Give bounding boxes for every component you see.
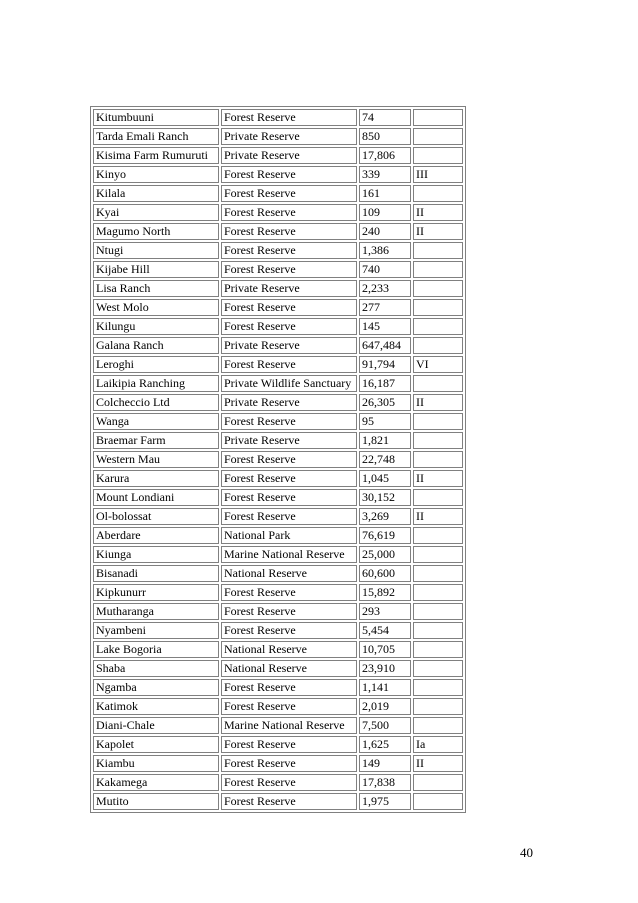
size-cell: 5,454: [359, 622, 411, 639]
area-name-cell: Tarda Emali Ranch: [93, 128, 219, 145]
area-name-cell: Kitumbuuni: [93, 109, 219, 126]
area-name-cell: Magumo North: [93, 223, 219, 240]
designation-cell: Private Wildlife Sanctuary: [221, 375, 357, 392]
size-cell: 7,500: [359, 717, 411, 734]
size-cell: 26,305: [359, 394, 411, 411]
size-cell: 2,233: [359, 280, 411, 297]
category-cell: [413, 622, 463, 639]
designation-cell: Forest Reserve: [221, 261, 357, 278]
category-cell: II: [413, 204, 463, 221]
size-cell: 22,748: [359, 451, 411, 468]
category-cell: [413, 527, 463, 544]
category-cell: [413, 698, 463, 715]
table-row: [93, 337, 463, 354]
area-name-cell: Katimok: [93, 698, 219, 715]
size-cell: 1,045: [359, 470, 411, 487]
designation-cell: Private Reserve: [221, 128, 357, 145]
area-name-cell: Aberdare: [93, 527, 219, 544]
area-name-cell: Laikipia Ranching: [93, 375, 219, 392]
area-name-cell: Wanga: [93, 413, 219, 430]
area-name-cell: Mount Londiani: [93, 489, 219, 506]
table-row: [93, 261, 463, 278]
category-cell: II: [413, 470, 463, 487]
category-cell: [413, 185, 463, 202]
area-name-cell: Kijabe Hill: [93, 261, 219, 278]
table-row: [93, 280, 463, 297]
table-row: [93, 527, 463, 544]
table-row: [93, 299, 463, 316]
table-row: [93, 584, 463, 601]
designation-cell: Forest Reserve: [221, 793, 357, 810]
table-row: [93, 242, 463, 259]
table-row: [93, 698, 463, 715]
designation-cell: Forest Reserve: [221, 413, 357, 430]
table-row: [93, 204, 463, 221]
size-cell: 3,269: [359, 508, 411, 525]
category-cell: [413, 679, 463, 696]
area-name-cell: Kinyo: [93, 166, 219, 183]
designation-cell: Private Reserve: [221, 147, 357, 164]
designation-cell: Forest Reserve: [221, 489, 357, 506]
designation-cell: Marine National Reserve: [221, 546, 357, 563]
size-cell: 109: [359, 204, 411, 221]
size-cell: 95: [359, 413, 411, 430]
table-row: [93, 451, 463, 468]
designation-cell: Forest Reserve: [221, 242, 357, 259]
designation-cell: Forest Reserve: [221, 223, 357, 240]
designation-cell: Forest Reserve: [221, 451, 357, 468]
designation-cell: National Park: [221, 527, 357, 544]
category-cell: [413, 489, 463, 506]
category-cell: [413, 432, 463, 449]
area-name-cell: Lisa Ranch: [93, 280, 219, 297]
area-name-cell: West Molo: [93, 299, 219, 316]
category-cell: [413, 793, 463, 810]
area-name-cell: Mutharanga: [93, 603, 219, 620]
table-row: [93, 166, 463, 183]
category-cell: [413, 128, 463, 145]
designation-cell: Forest Reserve: [221, 736, 357, 753]
area-name-cell: Ntugi: [93, 242, 219, 259]
area-name-cell: Colcheccio Ltd: [93, 394, 219, 411]
size-cell: 10,705: [359, 641, 411, 658]
table-row: [93, 774, 463, 791]
size-cell: 277: [359, 299, 411, 316]
area-name-cell: Galana Ranch: [93, 337, 219, 354]
designation-cell: Forest Reserve: [221, 603, 357, 620]
area-name-cell: Shaba: [93, 660, 219, 677]
area-name-cell: Ngamba: [93, 679, 219, 696]
size-cell: 293: [359, 603, 411, 620]
area-name-cell: Kipkunurr: [93, 584, 219, 601]
category-cell: [413, 584, 463, 601]
designation-cell: Private Reserve: [221, 394, 357, 411]
designation-cell: Forest Reserve: [221, 204, 357, 221]
table-row: [93, 660, 463, 677]
size-cell: 850: [359, 128, 411, 145]
designation-cell: Forest Reserve: [221, 470, 357, 487]
table-row: [93, 508, 463, 525]
category-cell: [413, 147, 463, 164]
page-number: 40: [520, 845, 533, 860]
designation-cell: Private Reserve: [221, 432, 357, 449]
category-cell: [413, 660, 463, 677]
size-cell: 17,838: [359, 774, 411, 791]
area-name-cell: Mutito: [93, 793, 219, 810]
size-cell: 25,000: [359, 546, 411, 563]
category-cell: [413, 565, 463, 582]
category-cell: II: [413, 755, 463, 772]
area-name-cell: Leroghi: [93, 356, 219, 373]
designation-cell: National Reserve: [221, 565, 357, 582]
area-name-cell: Bisanadi: [93, 565, 219, 582]
designation-cell: Forest Reserve: [221, 698, 357, 715]
designation-cell: Private Reserve: [221, 337, 357, 354]
category-cell: II: [413, 223, 463, 240]
area-name-cell: Kilala: [93, 185, 219, 202]
category-cell: [413, 299, 463, 316]
table-row: [93, 489, 463, 506]
area-name-cell: Braemar Farm: [93, 432, 219, 449]
table-row: [93, 603, 463, 620]
size-cell: 91,794: [359, 356, 411, 373]
table-row: [93, 793, 463, 810]
designation-cell: Forest Reserve: [221, 584, 357, 601]
size-cell: 1,141: [359, 679, 411, 696]
table-row: [93, 223, 463, 240]
category-cell: III: [413, 166, 463, 183]
size-cell: 149: [359, 755, 411, 772]
size-cell: 15,892: [359, 584, 411, 601]
size-cell: 23,910: [359, 660, 411, 677]
size-cell: 145: [359, 318, 411, 335]
table-row: [93, 109, 463, 126]
category-cell: [413, 717, 463, 734]
designation-cell: National Reserve: [221, 660, 357, 677]
size-cell: 1,625: [359, 736, 411, 753]
size-cell: 30,152: [359, 489, 411, 506]
designation-cell: Forest Reserve: [221, 774, 357, 791]
designation-cell: Forest Reserve: [221, 318, 357, 335]
area-name-cell: Kakamega: [93, 774, 219, 791]
category-cell: [413, 109, 463, 126]
size-cell: 74: [359, 109, 411, 126]
table-row: [93, 432, 463, 449]
area-name-cell: Kiunga: [93, 546, 219, 563]
designation-cell: Forest Reserve: [221, 109, 357, 126]
table-row: [93, 755, 463, 772]
category-cell: II: [413, 394, 463, 411]
designation-cell: Forest Reserve: [221, 679, 357, 696]
size-cell: 60,600: [359, 565, 411, 582]
category-cell: [413, 375, 463, 392]
table-row: [93, 641, 463, 658]
size-cell: 740: [359, 261, 411, 278]
designation-cell: National Reserve: [221, 641, 357, 658]
table-row: [93, 622, 463, 639]
table-row: [93, 470, 463, 487]
area-name-cell: Kisima Farm Rumuruti: [93, 147, 219, 164]
area-name-cell: Kapolet: [93, 736, 219, 753]
area-name-cell: Western Mau: [93, 451, 219, 468]
area-name-cell: Kyai: [93, 204, 219, 221]
category-cell: II: [413, 508, 463, 525]
designation-cell: Forest Reserve: [221, 622, 357, 639]
area-name-cell: Diani-Chale: [93, 717, 219, 734]
category-cell: [413, 774, 463, 791]
designation-cell: Forest Reserve: [221, 356, 357, 373]
table-row: [93, 128, 463, 145]
designation-cell: Forest Reserve: [221, 508, 357, 525]
category-cell: [413, 318, 463, 335]
designation-cell: Forest Reserve: [221, 185, 357, 202]
table-row: [93, 375, 463, 392]
category-cell: [413, 546, 463, 563]
category-cell: [413, 242, 463, 259]
area-name-cell: Lake Bogoria: [93, 641, 219, 658]
area-name-cell: Karura: [93, 470, 219, 487]
table-row: [93, 736, 463, 753]
size-cell: 1,386: [359, 242, 411, 259]
table-row: [93, 394, 463, 411]
size-cell: 1,975: [359, 793, 411, 810]
table-row: [93, 147, 463, 164]
category-cell: [413, 261, 463, 278]
size-cell: 17,806: [359, 147, 411, 164]
area-name-cell: Kiambu: [93, 755, 219, 772]
designation-cell: Forest Reserve: [221, 166, 357, 183]
table-row: [93, 413, 463, 430]
size-cell: 2,019: [359, 698, 411, 715]
area-name-cell: Ol-bolossat: [93, 508, 219, 525]
size-cell: 161: [359, 185, 411, 202]
category-cell: [413, 451, 463, 468]
table-row: [93, 318, 463, 335]
table-body: [93, 109, 463, 810]
category-cell: [413, 413, 463, 430]
protected-areas-table: [90, 106, 466, 813]
designation-cell: Forest Reserve: [221, 299, 357, 316]
table-row: [93, 546, 463, 563]
size-cell: 339: [359, 166, 411, 183]
table-row: [93, 565, 463, 582]
area-name-cell: Nyambeni: [93, 622, 219, 639]
size-cell: 16,187: [359, 375, 411, 392]
category-cell: VI: [413, 356, 463, 373]
table-row: [93, 679, 463, 696]
category-cell: [413, 337, 463, 354]
table-row: [93, 717, 463, 734]
category-cell: [413, 280, 463, 297]
designation-cell: Private Reserve: [221, 280, 357, 297]
category-cell: Ia: [413, 736, 463, 753]
category-cell: [413, 641, 463, 658]
area-name-cell: Kilungu: [93, 318, 219, 335]
size-cell: 1,821: [359, 432, 411, 449]
designation-cell: Marine National Reserve: [221, 717, 357, 734]
size-cell: 647,484: [359, 337, 411, 354]
designation-cell: Forest Reserve: [221, 755, 357, 772]
table-row: [93, 185, 463, 202]
category-cell: [413, 603, 463, 620]
size-cell: 76,619: [359, 527, 411, 544]
table-row: [93, 356, 463, 373]
size-cell: 240: [359, 223, 411, 240]
